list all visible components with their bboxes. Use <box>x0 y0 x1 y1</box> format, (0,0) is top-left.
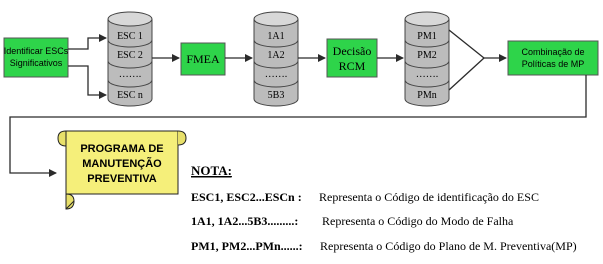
combinacao-box <box>508 41 598 75</box>
legend-desc-3: Representa o Código do Plano de M. Preventiva(MP) <box>320 239 577 253</box>
combinacao-line-2: Políticas de MP <box>521 59 585 69</box>
programa-scroll <box>58 131 186 209</box>
mode-item-ellipsis: ……. <box>264 69 288 80</box>
esc-item-1: ESC 1 <box>117 31 143 42</box>
pm-cylinder <box>405 12 449 106</box>
fmea-box <box>181 43 225 75</box>
identify-line-1: Identificar ESCs <box>3 46 69 56</box>
legend-key-1: ESC1, ESC2...ESCn : <box>191 190 302 204</box>
legend-key-3: PM1, PM2...PMn......: <box>191 239 303 253</box>
programa-line-1: PROGRAMA DE <box>80 143 164 155</box>
legend-key-2: 1A1, 1A2...5B3.........: <box>191 214 299 228</box>
legend-desc-1: Representa o Código de identificação do ESC <box>319 190 539 204</box>
pm-item-ellipsis: ……. <box>415 69 439 80</box>
decisao-line-2: RCM <box>338 59 366 73</box>
esc-item-n: ESC n <box>117 90 143 101</box>
esc-cylinder <box>108 12 152 106</box>
mode-item-n: 5B3 <box>267 90 285 101</box>
decisao-rcm-box <box>327 39 377 77</box>
pm-item-2: PM2 <box>417 50 437 61</box>
fmea-label: FMEA <box>186 52 220 66</box>
pm-item-n: PMn <box>417 90 437 101</box>
line-pm-bottom-to-merge <box>449 58 484 90</box>
line-pm-top-to-merge <box>449 30 484 58</box>
mode-item-2: 1A2 <box>267 50 285 61</box>
mode-item-1: 1A1 <box>267 31 285 42</box>
esc-item-2: ESC 2 <box>117 50 143 61</box>
identify-line-2: Significativos <box>9 58 63 68</box>
combinacao-line-1: Combinação de <box>521 47 585 57</box>
legend-desc-2: Representa o Código do Modo de Falha <box>322 214 514 228</box>
legend-title: NOTA: <box>191 163 232 178</box>
arrow-identify-to-esc1 <box>68 38 106 49</box>
decisao-line-1: Decisão <box>332 44 372 58</box>
programa-line-3: PREVENTIVA <box>87 173 157 185</box>
legend <box>191 163 577 253</box>
arrow-identify-to-escn <box>68 66 106 95</box>
esc-item-ellipsis: ……. <box>118 69 142 80</box>
pm-item-1: PM1 <box>417 31 437 42</box>
identify-escs-box <box>4 38 69 77</box>
failure-mode-cylinder <box>254 12 298 106</box>
programa-line-2: MANUTENÇÃO <box>82 158 162 170</box>
